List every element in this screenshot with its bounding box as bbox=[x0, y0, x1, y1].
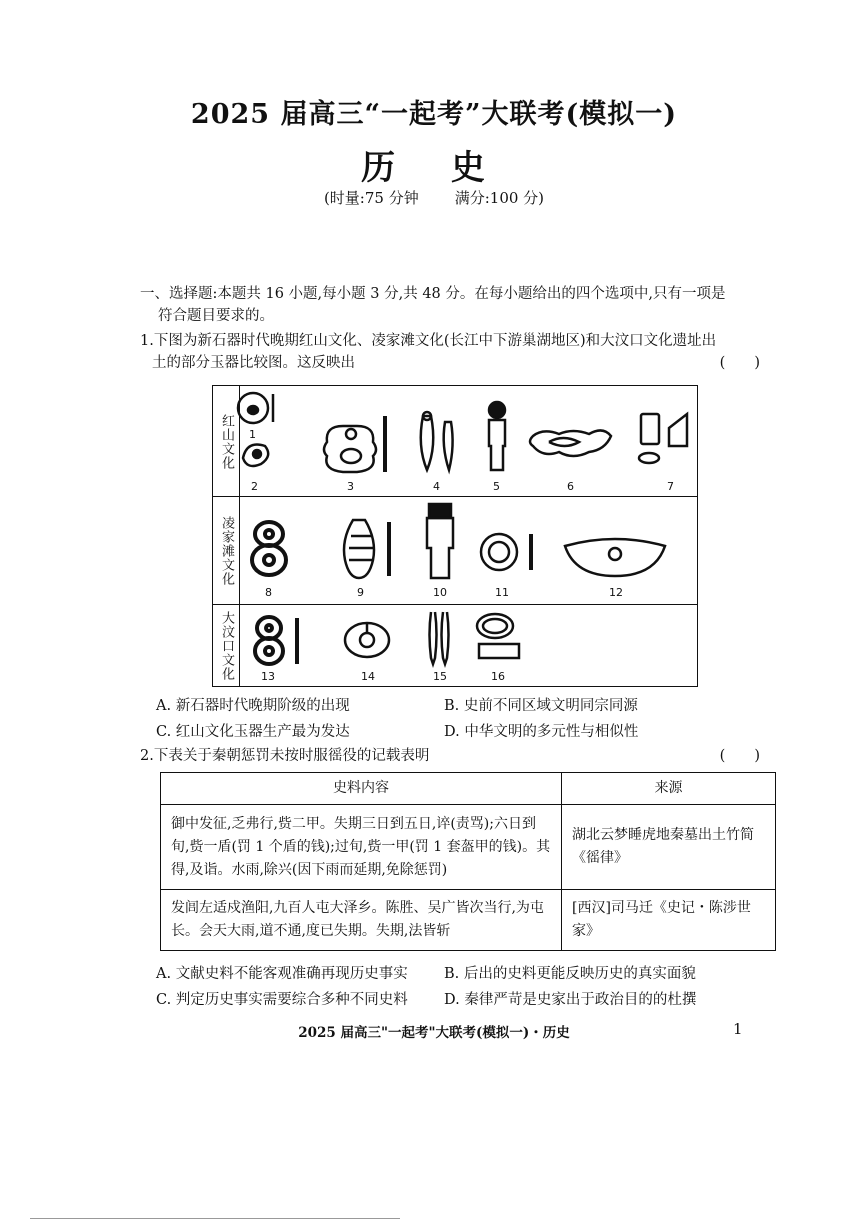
table-cell-source: 湖北云梦睡虎地秦墓出土竹简《徭律》 bbox=[562, 805, 776, 890]
jade-artifact-15 bbox=[430, 612, 449, 664]
figure-number: 5 bbox=[493, 480, 500, 493]
figure-number: 4 bbox=[433, 480, 440, 493]
subject-title: 历 史 bbox=[361, 148, 507, 188]
time-label: (时量:75 分钟 bbox=[323, 189, 419, 207]
row-label-lingjiatan: 凌家滩文化 bbox=[213, 497, 240, 605]
figure-number: 2 bbox=[251, 480, 258, 493]
figure-number: 6 bbox=[567, 480, 574, 493]
q1-answer-paren: ( ) bbox=[719, 355, 760, 371]
q2-option-c[interactable]: C. 判定历史事实需要综合多种不同史料 bbox=[156, 992, 408, 1008]
question-2-stem bbox=[140, 745, 760, 767]
table-header-source: 来源 bbox=[562, 773, 776, 805]
jade-artifacts-drawing bbox=[213, 386, 697, 686]
q1-option-c[interactable]: C. 红山文化玉器生产最为发达 bbox=[156, 724, 350, 740]
jade-artifact-6 bbox=[530, 430, 611, 456]
section-line-2: 符合题目要求的。 bbox=[158, 308, 274, 324]
q2-option-a[interactable]: A. 文献史料不能客观准确再现历史事实 bbox=[156, 966, 408, 982]
q1-line-1: 1.下图为新石器时代晚期红山文化、凌家滩文化(长江中下游巢湖地区)和大汶口文化遗址出 bbox=[140, 333, 717, 349]
source-table bbox=[160, 772, 776, 951]
jade-artifact-10 bbox=[427, 504, 453, 578]
figure-number: 14 bbox=[361, 670, 375, 683]
page-footer: 2025 届高三"一起考"大联考(模拟一)・历史 bbox=[298, 1025, 570, 1041]
table-header-row bbox=[161, 773, 776, 805]
table-cell-content: 御中发征,乏弗行,赀二甲。失期三日到五日,谇(责骂);六日到旬,赀一盾(罚 1 个盾的钱);过旬,赀一甲(罚 1 套盔甲的钱)。其得,及诣。水雨,除兴(因下雨而延期,免除惩罚) bbox=[161, 805, 562, 890]
figure-number: 9 bbox=[357, 586, 364, 599]
row-label-hongshan: 红山文化 bbox=[213, 386, 240, 497]
q2-stem-text: 2.下表关于秦朝惩罚未按时服徭役的记载表明 bbox=[140, 748, 430, 764]
figure-number: 3 bbox=[347, 480, 354, 493]
exam-title: 2025 届高三“一起考”大联考(模拟一) bbox=[190, 99, 678, 130]
figure-number: 10 bbox=[433, 586, 447, 599]
section-line-1: 一、选择题:本题共 16 小题,每小题 3 分,共 48 分。在每小题给出的四个选项中,只有一项是 bbox=[140, 286, 726, 302]
question-1-stem bbox=[140, 330, 760, 374]
figure-number: 8 bbox=[265, 586, 272, 599]
jade-artifact-9 bbox=[344, 520, 389, 578]
figure-number: 13 bbox=[261, 670, 275, 683]
figure-number: 11 bbox=[495, 586, 509, 599]
row-label-dawenkou: 大汶口文化 bbox=[213, 605, 240, 686]
jade-artifact-4 bbox=[421, 412, 453, 470]
q2-option-b[interactable]: B. 后出的史料更能反映历史的真实面貌 bbox=[444, 966, 696, 982]
jade-artifact-11 bbox=[481, 534, 531, 570]
jade-artifact-16 bbox=[477, 614, 519, 658]
figure-number: 7 bbox=[667, 480, 674, 493]
table-cell-source: [西汉]司马迁《史记・陈涉世家》 bbox=[562, 890, 776, 951]
jade-artifact-14 bbox=[345, 623, 389, 657]
q2-option-d[interactable]: D. 秦律严苛是史家出于政治目的的杜撰 bbox=[444, 992, 697, 1008]
table-cell-content: 发闾左适戍渔阳,九百人屯大泽乡。陈胜、吴广皆次当行,为屯长。会天大雨,道不通,度已失期。失期,法皆斩 bbox=[161, 890, 562, 951]
jade-artifact-1 bbox=[238, 393, 273, 423]
section-instructions bbox=[140, 283, 760, 327]
table-row bbox=[161, 805, 776, 890]
q1-option-a[interactable]: A. 新石器时代晚期阶级的出现 bbox=[156, 698, 350, 714]
jade-artifact-8 bbox=[252, 522, 286, 575]
figure-number: 15 bbox=[433, 670, 447, 683]
jade-artifact-5 bbox=[489, 402, 505, 470]
figure-number: 1 bbox=[249, 428, 256, 441]
jade-comparison-figure bbox=[212, 385, 698, 687]
exam-timing bbox=[0, 187, 868, 208]
figure-number: 16 bbox=[491, 670, 505, 683]
q1-option-d[interactable]: D. 中华文明的多元性与相似性 bbox=[444, 724, 639, 740]
table-header-content: 史料内容 bbox=[161, 773, 562, 805]
jade-artifact-7 bbox=[639, 414, 687, 463]
jade-artifact-2 bbox=[243, 445, 268, 467]
q1-line-2: 土的部分玉器比较图。这反映出 bbox=[152, 355, 355, 371]
jade-artifact-12 bbox=[565, 539, 665, 576]
page-number: 1 bbox=[733, 1020, 743, 1038]
score-label: 满分:100 分) bbox=[454, 189, 545, 207]
q2-answer-paren: ( ) bbox=[719, 748, 760, 764]
jade-artifact-13 bbox=[255, 617, 297, 664]
jade-artifact-3 bbox=[324, 416, 385, 472]
bottom-rule bbox=[30, 1218, 400, 1219]
table-row bbox=[161, 890, 776, 951]
figure-number: 12 bbox=[609, 586, 623, 599]
q1-option-b[interactable]: B. 史前不同区域文明同宗同源 bbox=[444, 698, 638, 714]
